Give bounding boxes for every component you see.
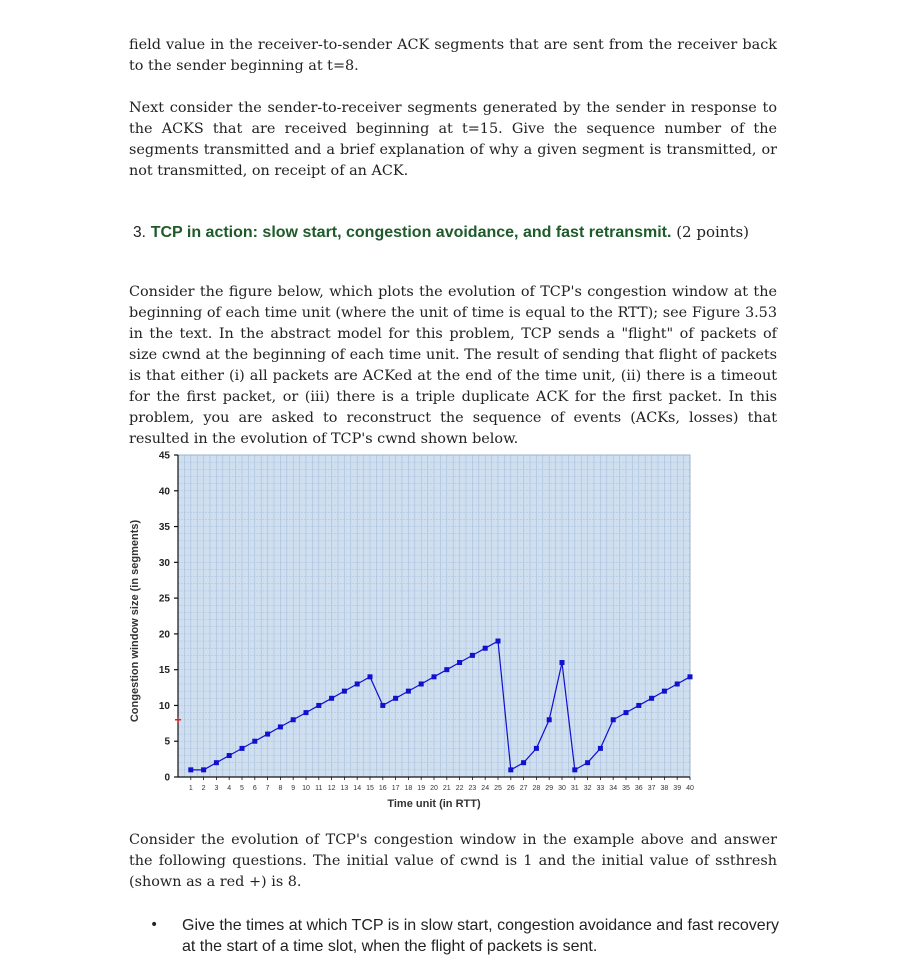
x-tick-label: 10 (302, 785, 310, 792)
data-point (649, 696, 654, 701)
y-tick-label: 35 (158, 522, 170, 534)
y-tick-label: 40 (158, 486, 170, 498)
data-point (368, 674, 373, 679)
x-tick-label: 18 (404, 785, 413, 792)
data-point (188, 767, 193, 772)
data-point (419, 681, 424, 686)
x-tick-label: 36 (634, 785, 643, 792)
y-tick-label: 45 (158, 450, 170, 462)
data-point (611, 717, 616, 722)
paragraph-questions-intro: Consider the evolution of TCP's congestion window in the example above and answer the following questions. The initial value of cwnd is 1 and the initial value of ssthresh (shown as a red +) is 8. (129, 832, 777, 890)
data-point (483, 646, 488, 651)
x-tick-label: 35 (622, 785, 630, 792)
section-number: 3. (133, 224, 146, 241)
x-tick-label: 1 (188, 785, 193, 792)
data-point (560, 660, 565, 665)
data-point (278, 724, 283, 729)
data-point (585, 760, 590, 765)
x-tick-label: 15 (366, 785, 374, 792)
x-tick-label: 9 (291, 785, 296, 792)
data-point (624, 710, 629, 715)
x-tick-label: 39 (673, 785, 682, 792)
y-tick-label: 25 (158, 593, 170, 605)
x-tick-label: 26 (506, 785, 515, 792)
y-tick-label: 5 (164, 736, 170, 748)
x-tick-label: 34 (609, 785, 618, 792)
y-tick-label: 30 (158, 557, 170, 569)
x-tick-label: 4 (227, 785, 232, 792)
cwnd-chart (110, 446, 700, 814)
x-tick-label: 22 (455, 785, 464, 792)
x-tick-label: 13 (340, 785, 349, 792)
data-point (227, 753, 232, 758)
x-tick-label: 19 (417, 785, 426, 792)
data-point (534, 746, 539, 751)
data-point (342, 689, 347, 694)
x-tick-label: 38 (660, 785, 669, 792)
x-tick-label: 31 (570, 785, 579, 792)
data-point (457, 660, 462, 665)
x-tick-label: 32 (583, 785, 592, 792)
data-point (240, 746, 245, 751)
section-heading (133, 222, 773, 243)
section-title: TCP in action: slow start, congestion avoidance, and fast retransmit. (150, 224, 672, 241)
x-tick-label: 30 (558, 785, 566, 792)
x-tick-label: 7 (265, 785, 270, 792)
paragraph-figure-description: Consider the figure below, which plots the evolution of TCP's congestion window at the beginning of each time unit (where the unit of time is equal to the RTT); see Figure 3.53 in the text. In the abstract model for this problem, TCP sends a "flight" of packets of size cwnd at the beginning of each time unit. The result of sending that flight of packets is that either (i) all packets are ACKed at the end of the time unit, (ii) there is a timeout for the first packet, or (iii) there is a triple duplicate ACK for the first packet. In this problem, you are asked to reconstruct the sequence of events (ACKs, losses) that resulted in the evolution of TCP's cwnd shown below. (129, 284, 777, 447)
y-tick-label: 10 (158, 700, 170, 712)
data-point (265, 732, 270, 737)
x-tick-label: 11 (315, 785, 323, 792)
y-axis-label: Congestion window size (in segments) (129, 519, 141, 723)
paragraph-intro-continued: field value in the receiver-to-sender ACK segments that are sent from the receiver back to the sender beginning at t=8. (129, 37, 777, 74)
x-tick-label: 5 (240, 785, 244, 792)
data-point (470, 653, 475, 658)
data-point (688, 674, 693, 679)
data-point (521, 760, 526, 765)
y-tick-label: 15 (158, 665, 170, 677)
data-point (355, 681, 360, 686)
x-tick-label: 21 (442, 785, 451, 792)
x-axis-label: Time unit (in RTT) (387, 798, 481, 810)
data-point (496, 639, 501, 644)
data-point (214, 760, 219, 765)
x-tick-label: 17 (391, 785, 400, 792)
y-tick-label: 20 (158, 629, 170, 641)
data-point (547, 717, 552, 722)
x-tick-label: 12 (327, 785, 336, 792)
data-point (393, 696, 398, 701)
data-point (636, 703, 641, 708)
x-tick-label: 16 (378, 785, 387, 792)
x-tick-label: 14 (353, 785, 362, 792)
x-tick-label: 29 (545, 785, 554, 792)
x-tick-label: 28 (532, 785, 541, 792)
x-tick-label: 37 (647, 785, 656, 792)
x-tick-label: 24 (481, 785, 490, 792)
data-point (406, 689, 411, 694)
y-tick-label: 0 (164, 772, 170, 784)
data-point (201, 767, 206, 772)
data-point (432, 674, 437, 679)
x-tick-label: 27 (519, 785, 528, 792)
bullet-dot-icon: • (150, 917, 159, 933)
data-point (316, 703, 321, 708)
x-tick-label: 3 (214, 785, 219, 792)
data-point (444, 667, 449, 672)
paragraph-next-consider: Next consider the sender-to-receiver segments generated by the sender in response to the ACKS that are received beginning at t=15. Give the sequence number of the segments transmitted and a brief explanation of why a given segment is transmitted, or not transmitted, on receipt of an ACK. (129, 100, 777, 179)
bullet-text: Give the times at which TCP is in slow start, congestion avoidance and fast recovery at the start of a time slot, when the flight of packets is sent. (182, 917, 780, 955)
data-point (675, 681, 680, 686)
x-tick-label: 25 (494, 785, 502, 792)
data-point (380, 703, 385, 708)
x-tick-label: 40 (686, 785, 694, 792)
x-tick-label: 20 (430, 785, 438, 792)
data-point (572, 767, 577, 772)
data-point (598, 746, 603, 751)
x-tick-label: 6 (252, 785, 257, 792)
data-point (252, 739, 257, 744)
section-points: (2 points) (676, 223, 750, 241)
data-point (291, 717, 296, 722)
x-tick-label: 33 (596, 785, 605, 792)
chart-grid (178, 455, 690, 777)
data-point (329, 696, 334, 701)
data-point (304, 710, 309, 715)
x-tick-label: 23 (468, 785, 477, 792)
x-tick-label: 8 (278, 785, 283, 792)
x-tick-label: 2 (201, 785, 206, 792)
data-point (662, 689, 667, 694)
data-point (508, 767, 513, 772)
